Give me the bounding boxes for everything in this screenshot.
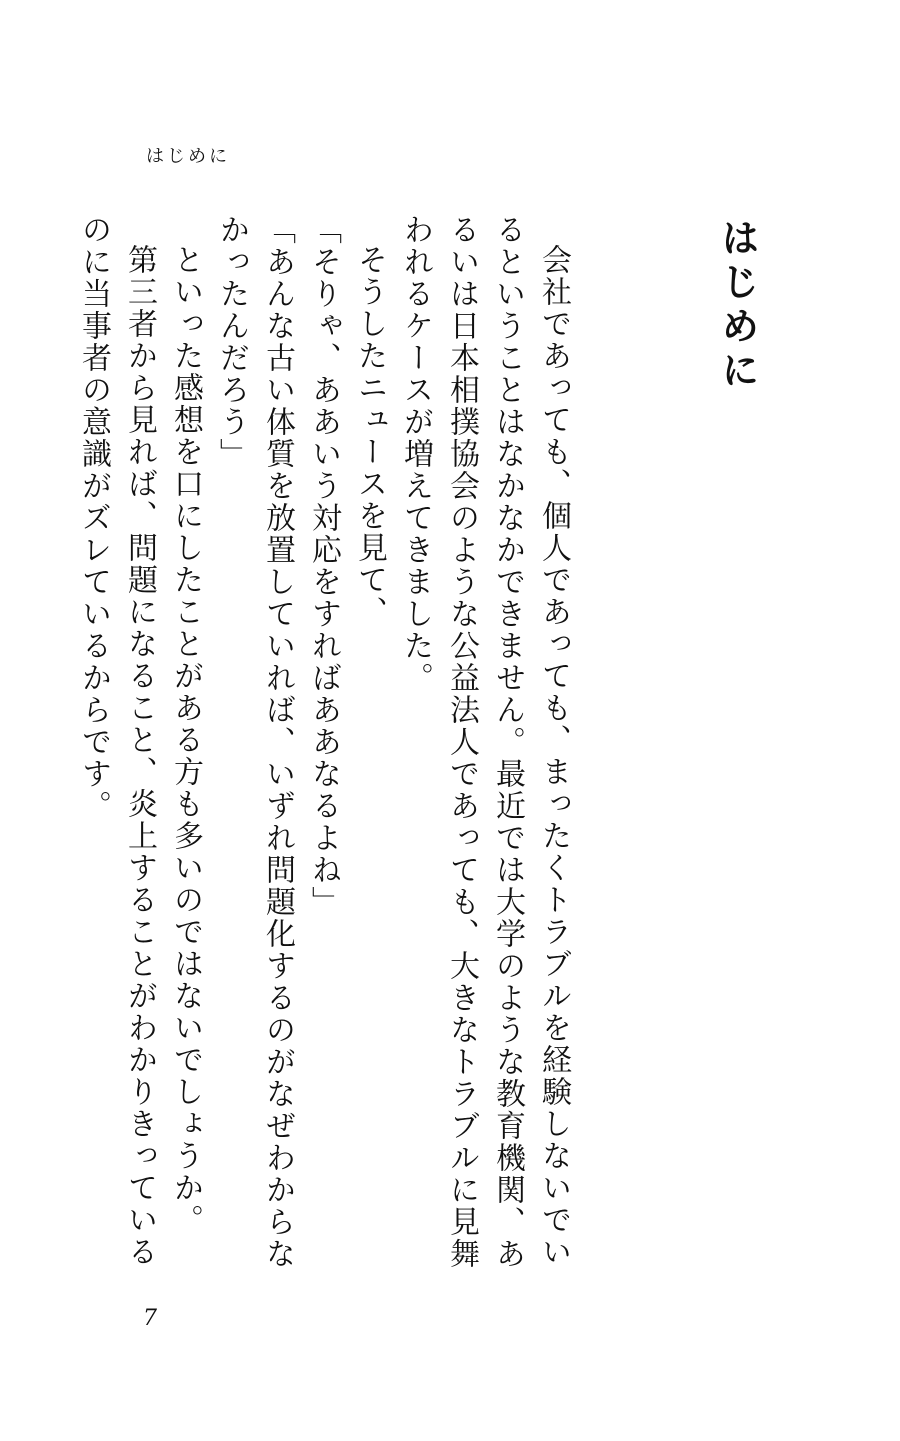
page-number: 7 — [143, 1306, 157, 1331]
body-text — [76, 214, 576, 1296]
quote-2: 「あんな古い体質を放置していれば、いずれ問題化するのがなぜわからなかったんだろう」 — [214, 214, 295, 1270]
paragraph-1: 会社であっても、個人であっても、まったくトラブルを経験しないでいるということはなかなかできません。最近では大学のような教育機関、あるいは日本相撲協会のような公益法人であっても、大きなトラブルに見舞われるケースが増えてきました。 — [398, 214, 571, 1270]
chapter-title: はじめに — [715, 218, 759, 394]
paragraph-4: 第三者から見れば、問題になること、炎上することがわかりきっているのに当事者の意識がズレているからです。 — [76, 214, 157, 1268]
paragraph-2: そうしたニュースを見て、 — [352, 244, 387, 628]
running-head: はじめに — [146, 146, 230, 167]
paragraph-3: といった感想を口にしたことがある方も多いのではないでしょうか。 — [168, 244, 203, 1236]
quote-1: 「そりゃ、ああいう対応をすればああなるよね」 — [306, 214, 341, 918]
